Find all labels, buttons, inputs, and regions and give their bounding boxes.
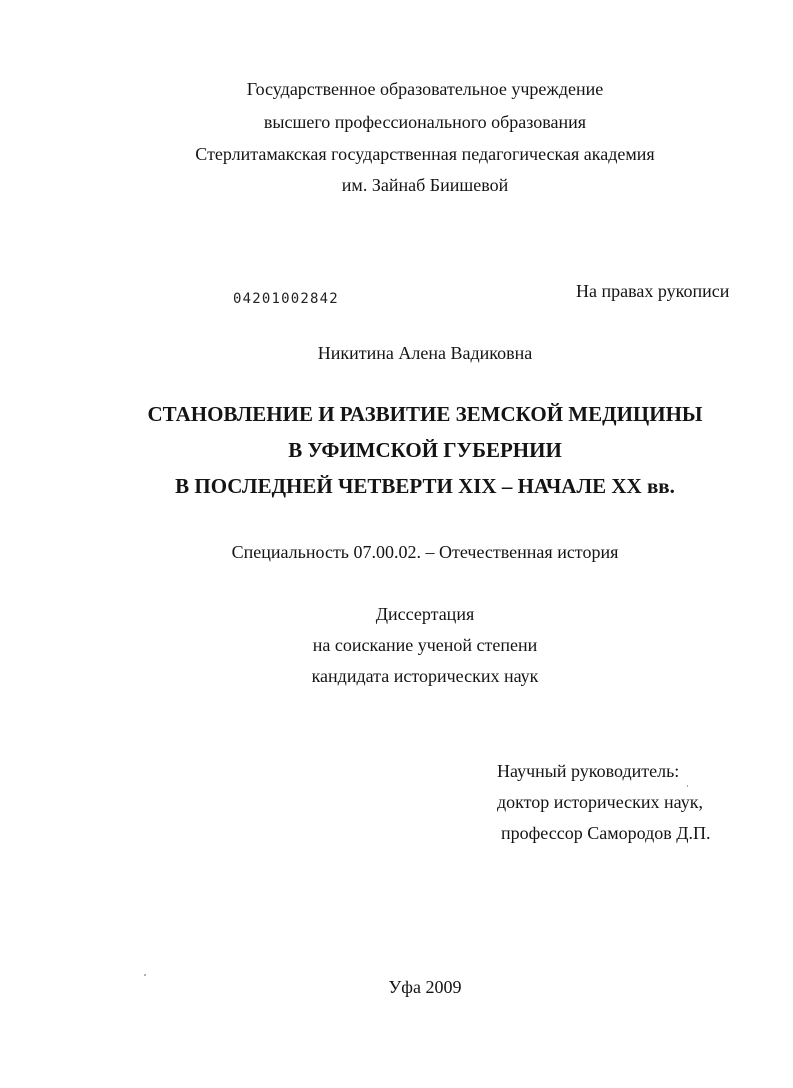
rights-notice: На правах рукописи	[576, 281, 730, 301]
dissertation-title-line-2: В УФИМСКОЙ ГУБЕРНИИ	[288, 438, 562, 462]
supervisor-label: Научный руководитель:	[497, 761, 680, 781]
dissertation-title-line-1: СТАНОВЛЕНИЕ И РАЗВИТИЕ ЗЕМСКОЙ МЕДИЦИНЫ	[147, 402, 703, 426]
institution-line-1: Государственное образовательное учреждение	[246, 79, 604, 99]
institution-line-4: им. Зайнаб Биишевой	[341, 175, 509, 195]
dissertation-title-line-3: В ПОСЛЕДНЕЙ ЧЕТВЕРТИ XIX – НАЧАЛЕ XX вв.	[175, 474, 675, 498]
catalog-number: 04201002842	[233, 291, 339, 307]
scan-speck	[687, 785, 688, 787]
institution-line-3: Стерлитамакская государственная педагогическая академия	[195, 144, 655, 164]
place-year: Уфа 2009	[388, 977, 462, 997]
supervisor-name: профессор Самородов Д.П.	[501, 823, 711, 843]
dissertation-label: Диссертация	[375, 604, 475, 624]
scan-speck	[144, 974, 146, 976]
author-name: Никитина Алена Вадиковна	[317, 343, 533, 363]
degree-field: кандидата исторических наук	[311, 666, 539, 686]
specialty: Специальность 07.00.02. – Отечественная история	[231, 542, 619, 562]
supervisor-degree: доктор исторических наук,	[497, 792, 703, 812]
degree-sought: на соискание ученой степени	[312, 635, 538, 655]
institution-line-2: высшего профессионального образования	[263, 112, 587, 132]
